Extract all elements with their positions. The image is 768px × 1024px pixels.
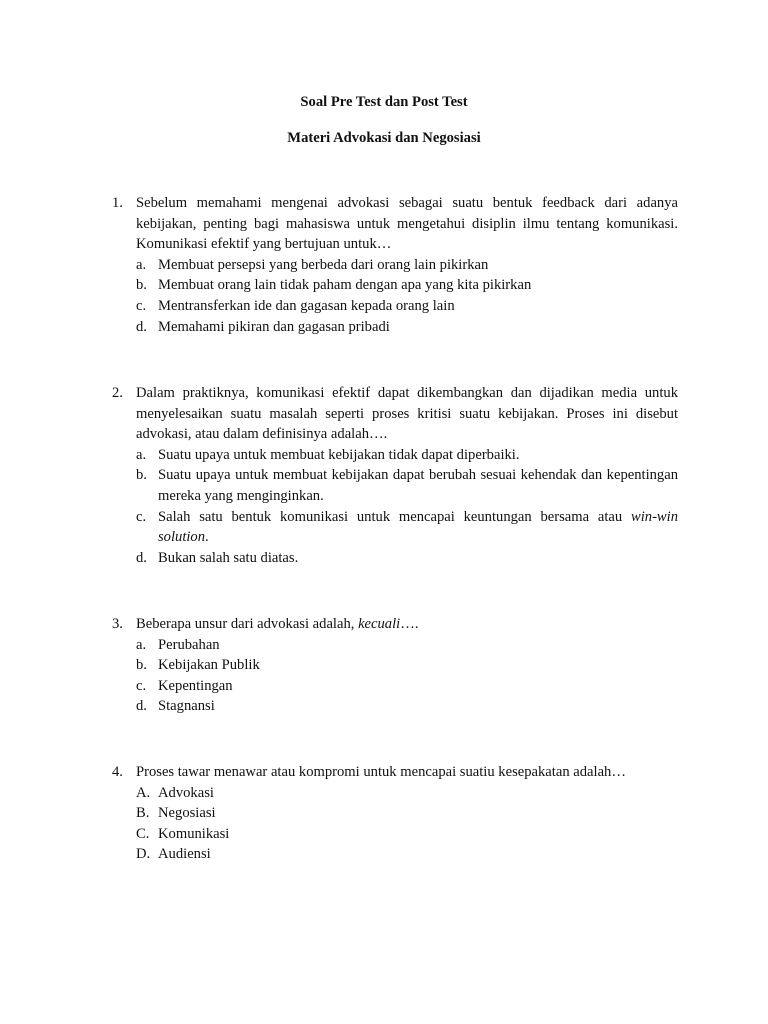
question-4 (112, 762, 678, 865)
option-text: Audiensi (158, 846, 211, 863)
option-text: Membuat persepsi yang berbeda dari orang lain pikirkan (158, 256, 489, 273)
option-item (112, 296, 678, 317)
question-text-main: Beberapa unsur dari advokasi adalah, (136, 616, 359, 632)
option-text: Kepentingan (158, 677, 233, 694)
question-2 (112, 383, 678, 568)
option-letter: b. (136, 277, 147, 294)
option-item (112, 696, 678, 717)
option-letter: a. (136, 446, 147, 463)
option-text: Salah satu bentuk komunikasi untuk mencapai keuntungan bersama atau (158, 508, 623, 525)
option-text-italic: win-win solution (158, 508, 679, 546)
option-list (112, 255, 678, 337)
question-1 (112, 193, 678, 337)
option-item (112, 507, 678, 548)
option-text: Suatu upaya untuk membuat kebijakan dapat berubah sesuai kehendak dan kepentingan mereka yang menginginkan. (158, 467, 678, 504)
question-text-suffix: …. (400, 616, 419, 632)
option-item (112, 803, 678, 824)
option-text: Membuat orang lain tidak paham dengan apa yang kita pikirkan (158, 277, 532, 294)
option-list (112, 783, 678, 865)
option-text: Negosiasi (158, 805, 216, 822)
option-text: Advokasi (158, 784, 214, 801)
option-letter: C. (136, 825, 150, 842)
option-item (112, 317, 678, 338)
option-item (112, 465, 678, 506)
option-letter: A. (136, 784, 151, 801)
option-list (112, 445, 678, 569)
option-text: Suatu upaya untuk membuat kebijakan tidak dapat diperbaiki. (158, 446, 520, 463)
option-text: Memahami pikiran dan gagasan pribadi (158, 318, 390, 335)
option-text: Stagnansi (158, 698, 215, 715)
option-letter: c. (136, 297, 147, 314)
question-3 (112, 614, 678, 717)
option-item (112, 676, 678, 697)
option-item (112, 824, 678, 845)
question-text: Proses tawar menawar atau kompromi untuk mencapai suatiu kesepakatan adalah… (136, 764, 626, 780)
option-item (112, 255, 678, 276)
question-number: 3. (112, 616, 123, 632)
option-text-suffix: . (205, 529, 209, 546)
question-number: 2. (112, 385, 123, 401)
document-subtitle: Materi Advokasi dan Negosiasi (287, 130, 481, 146)
question-number: 4. (112, 764, 123, 780)
question-text: Dalam praktiknya, komunikasi efektif dapat dikembangkan dan dijadikan media untuk menyelesaikan suatu masalah seperti proses kritisi suatu kebijakan. Proses ini disebut advokasi, atau dalam definisinya adalah…. (136, 385, 678, 443)
option-letter: D. (136, 846, 151, 863)
option-text: Kebijakan Publik (158, 657, 260, 674)
option-item (112, 783, 678, 804)
option-item (112, 844, 678, 865)
option-letter: d. (136, 549, 147, 566)
option-item (112, 655, 678, 676)
document-title: Soal Pre Test dan Post Test (300, 94, 468, 110)
option-text: Komunikasi (158, 825, 230, 842)
option-text: Mentransferkan ide dan gagasan kepada orang lain (158, 297, 455, 314)
option-letter: d. (136, 318, 147, 335)
option-letter: a. (136, 636, 147, 653)
option-letter: a. (136, 256, 147, 273)
option-letter: d. (136, 698, 147, 715)
option-text: Perubahan (158, 636, 220, 653)
question-text: Sebelum memahami mengenai advokasi sebagai suatu bentuk feedback dari adanya kebijakan, penting bagi mahasiswa untuk mengetahui disiplin ilmu tentang komunikasi. Komunikasi efektif yang bertujuan untuk… (136, 195, 678, 253)
option-letter: B. (136, 805, 150, 822)
option-letter: b. (136, 467, 147, 484)
option-letter: c. (136, 508, 147, 525)
option-item (112, 445, 678, 466)
option-list (112, 635, 678, 717)
option-item (112, 275, 678, 296)
question-number: 1. (112, 195, 123, 211)
option-item (112, 635, 678, 656)
question-text-italic: kecuali (358, 616, 401, 632)
option-text: Bukan salah satu diatas. (158, 549, 299, 566)
option-letter: b. (136, 657, 147, 674)
option-letter: c. (136, 677, 147, 694)
question-text (136, 614, 678, 635)
option-item (112, 548, 678, 569)
